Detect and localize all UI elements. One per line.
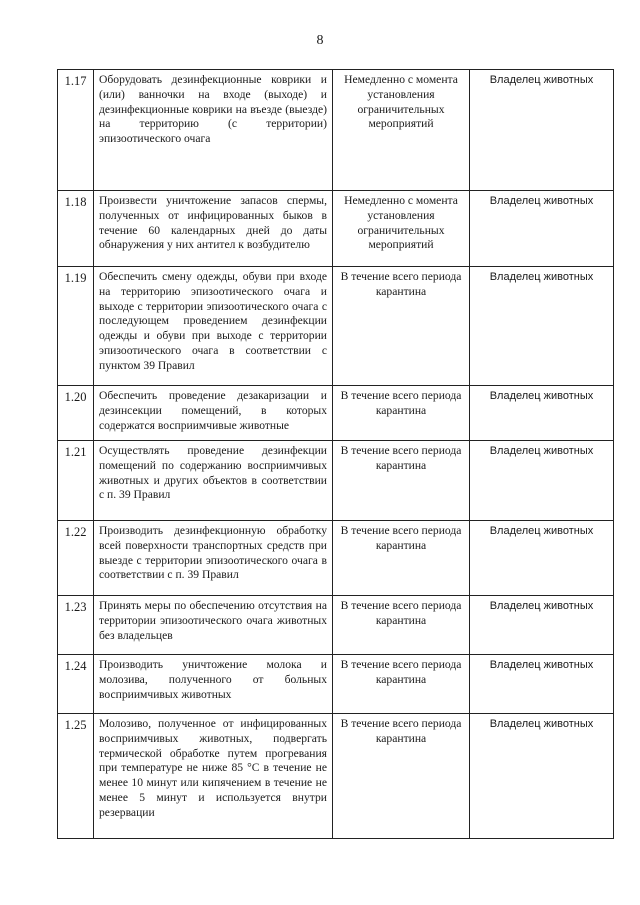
table-row: [58, 596, 614, 655]
table-row: [58, 655, 614, 714]
measure-text: Произвести уничтожение запасов спермы, полученных от инфицированных быков в течение 60 календарных дней до даты обнаружения у них антител к возбудителю: [94, 191, 333, 267]
measures-table: [57, 69, 614, 839]
row-number: 1.22: [58, 521, 94, 596]
row-number: 1.24: [58, 655, 94, 714]
term-text: В течение всего периода карантина: [333, 655, 470, 714]
row-number: 1.18: [58, 191, 94, 267]
table-row: [58, 521, 614, 596]
row-number: 1.20: [58, 386, 94, 441]
term-text: Немедленно с момента установления ограничительных мероприятий: [333, 191, 470, 267]
responsible-text: Владелец животных: [470, 70, 614, 191]
measure-text: Осуществлять проведение дезинфекции помещений по содержанию восприимчивых животных и других объектов в соответствии с п. 39 Правил: [94, 441, 333, 521]
term-text: В течение всего периода карантина: [333, 267, 470, 386]
row-number: 1.17: [58, 70, 94, 191]
row-number: 1.23: [58, 596, 94, 655]
responsible-text: Владелец животных: [470, 655, 614, 714]
term-text: В течение всего периода карантина: [333, 386, 470, 441]
measure-text: Обеспечить смену одежды, обуви при входе на территорию эпизоотического очага и выходе с территории эпизоотического очага с последующем проведением дезинфекции одежды и обуви при выходе с территории эпизоотического очага в соответствии с пунктом 39 Правил: [94, 267, 333, 386]
responsible-text: Владелец животных: [470, 441, 614, 521]
row-number: 1.25: [58, 714, 94, 839]
table-row: [58, 191, 614, 267]
term-text: В течение всего периода карантина: [333, 714, 470, 839]
measure-text: Производить уничтожение молока и молозива, полученного от больных восприимчивых животных: [94, 655, 333, 714]
measure-text: Оборудовать дезинфекционные коврики и (или) ванночки на входе (выходе) и дезинфекционные коврики на въезде (выезде) на территорию (с территории) эпизоотического очага: [94, 70, 333, 191]
row-number: 1.19: [58, 267, 94, 386]
measure-text: Молозиво, полученное от инфицированных восприимчивых животных, подвергать термической обработке путем прогревания при температуре не ниже 85 °С в течение не менее 10 минут или кипячением в течение не менее 5 минут и используется внутри резервации: [94, 714, 333, 839]
measure-text: Принять меры по обеспечению отсутствия на территории эпизоотического очага животных без владельцев: [94, 596, 333, 655]
term-text: Немедленно с момента установления ограничительных мероприятий: [333, 70, 470, 191]
responsible-text: Владелец животных: [470, 714, 614, 839]
responsible-text: Владелец животных: [470, 596, 614, 655]
table-row: [58, 386, 614, 441]
responsible-text: Владелец животных: [470, 521, 614, 596]
page-number: 8: [316, 33, 324, 48]
term-text: В течение всего периода карантина: [333, 521, 470, 596]
measure-text: Производить дезинфекционную обработку всей поверхности транспортных средств при выезде с территории эпизоотического очага в соответствии с п. 39 Правил: [94, 521, 333, 596]
term-text: В течение всего периода карантина: [333, 596, 470, 655]
responsible-text: Владелец животных: [470, 267, 614, 386]
table-row: [58, 441, 614, 521]
table-row: [58, 267, 614, 386]
row-number: 1.21: [58, 441, 94, 521]
responsible-text: Владелец животных: [470, 386, 614, 441]
term-text: В течение всего периода карантина: [333, 441, 470, 521]
table-row: [58, 70, 614, 191]
table-row: [58, 714, 614, 839]
measure-text: Обеспечить проведение дезакаризации и дезинсекции помещений, в которых содержатся восприимчивые животные: [94, 386, 333, 441]
responsible-text: Владелец животных: [470, 191, 614, 267]
